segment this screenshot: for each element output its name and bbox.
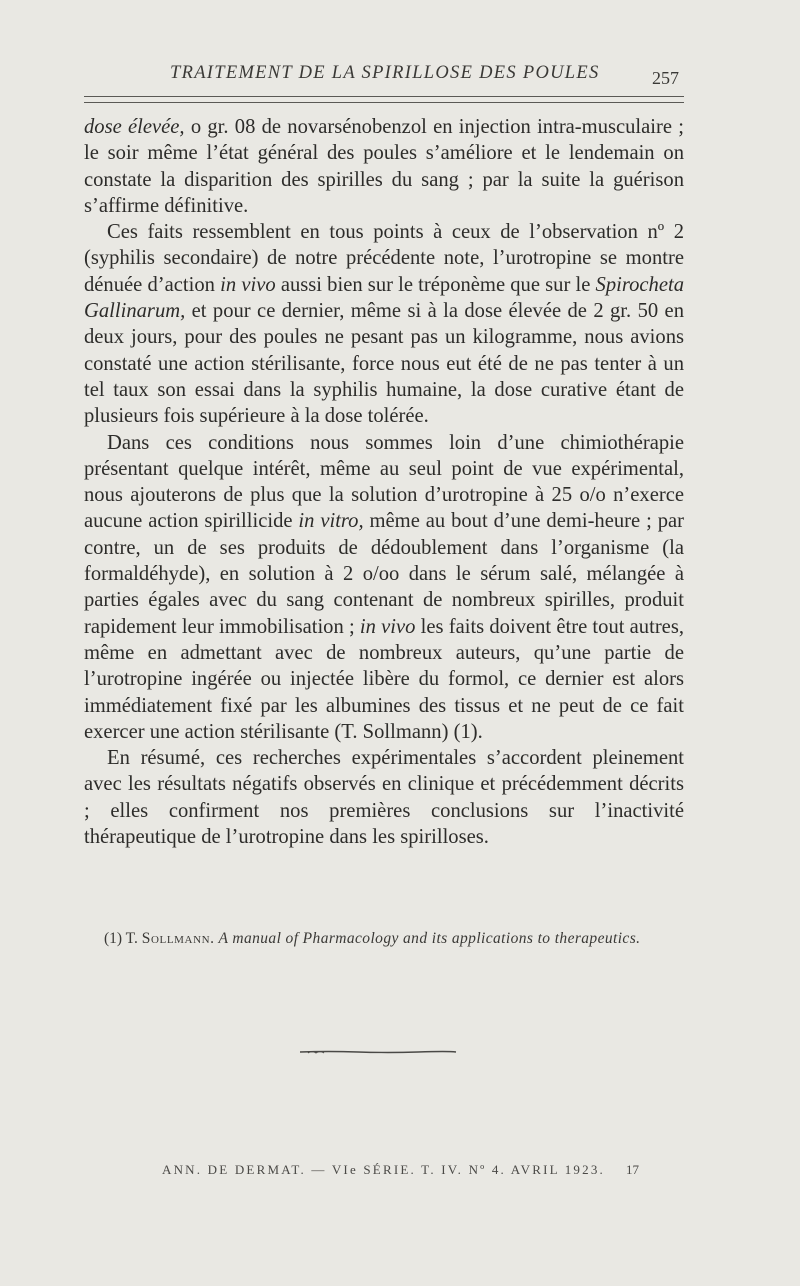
paragraph-3: [84, 430, 684, 746]
header-rule-bottom: [84, 102, 684, 103]
paragraph-3-segment-2: in vitro,: [298, 510, 364, 533]
footnote: [84, 928, 684, 949]
paragraph-3-segment-3: même au bout d’une demi-heure ; par contre, un de ses produits de dédoublement dans l’organisme (la formaldéhyde), en solution à 2 o/oo dans le sérum salé, mélangée à parties égales avec du sang contenant de nombreux spirilles, produit rapidement leur immobilisation ;: [84, 510, 684, 638]
paragraph-4-segment-1: En résumé, ces recherches expérimentales s’accordent pleinement avec les résultats négatifs observés en clinique et précédemment décrits ; elles confirment nos premières conclusions sur l’inactivité thérapeutique de l’urotropine dans les spirilloses.: [84, 747, 684, 849]
paragraph-1: [84, 114, 684, 219]
paragraph-2: [84, 219, 684, 429]
footnote-marker: (1) T.: [104, 930, 142, 947]
paragraph-1-segment-1: dose élevée,: [84, 116, 185, 138]
paragraph-4: [84, 745, 684, 850]
footnote-author: Sollmann.: [141, 930, 215, 947]
paragraph-2-segment-2: in vivo: [220, 273, 276, 296]
paragraph-3-segment-4: in vivo: [359, 615, 416, 638]
printer-signature: ANN. DE DERMAT. — VIe SÉRIE. T. IV. Nº 4. AVRIL 1923.: [162, 1162, 605, 1177]
running-title: TRAITEMENT DE LA SPIRILLOSE DES POULES: [170, 63, 600, 83]
paragraph-2-segment-3: aussi bien sur le tréponème que sur le: [275, 273, 596, 296]
footnote-title: A manual of Pharmacology and its applications to therapeutics.: [218, 930, 641, 947]
page-number: 257: [652, 68, 679, 88]
signature-number: 17: [626, 1162, 639, 1177]
paragraph-2-segment-1: Ces faits ressemblent en tous points à ceux de l’observation nº 2 (syphilis secondaire) de notre précédente note, l’urotropine se montre dénuée d’action: [84, 221, 684, 296]
paragraph-2-segment-4: Spirocheta Gallinarum,: [84, 273, 685, 323]
end-ornament: [298, 1048, 458, 1056]
paragraph-2-segment-5: et pour ce dernier, même si à la dose élevée de 2 gr. 50 en deux jours, pour des poules ne pesant pas un kilogramme, nous avions constaté une action stérilisante, force nous eut été de ne pas tenter à un tel taux son essai dans la syphilis humaine, la dose curative étant de plusieurs fois supérieure à la dose tolérée.: [84, 300, 684, 428]
paragraph-3-segment-1: Dans ces conditions nous sommes loin d’une chimiothérapie présentant quelque intérêt, même au seul point de vue expérimental, nous ajouterons de plus que la solution d’urotropine à 25 o/o n’exerce aucune action spirillicide: [84, 431, 684, 533]
body-text: [84, 114, 684, 850]
paragraph-1-segment-2: o gr. 08 de novarsénobenzol en injection intra-musculaire ; le soir même l’état général des poules s’améliore et le lendemain on constate la disparition des spirilles du sang ; par la suite la guérison s’affirme définitive.: [84, 116, 684, 217]
header-rule-top: [84, 96, 684, 97]
paragraph-3-segment-5: les faits doivent être tout autres, même en admettant avec de nombreux auteurs, qu’une partie de l’urotropine ingérée ou injectée libère du formol, ce dernier est alors immédiatement fixé par les albumines des tissus et ne peut de ce fait exercer une action stérilisante (T. Sollmann) (1).: [84, 615, 684, 743]
